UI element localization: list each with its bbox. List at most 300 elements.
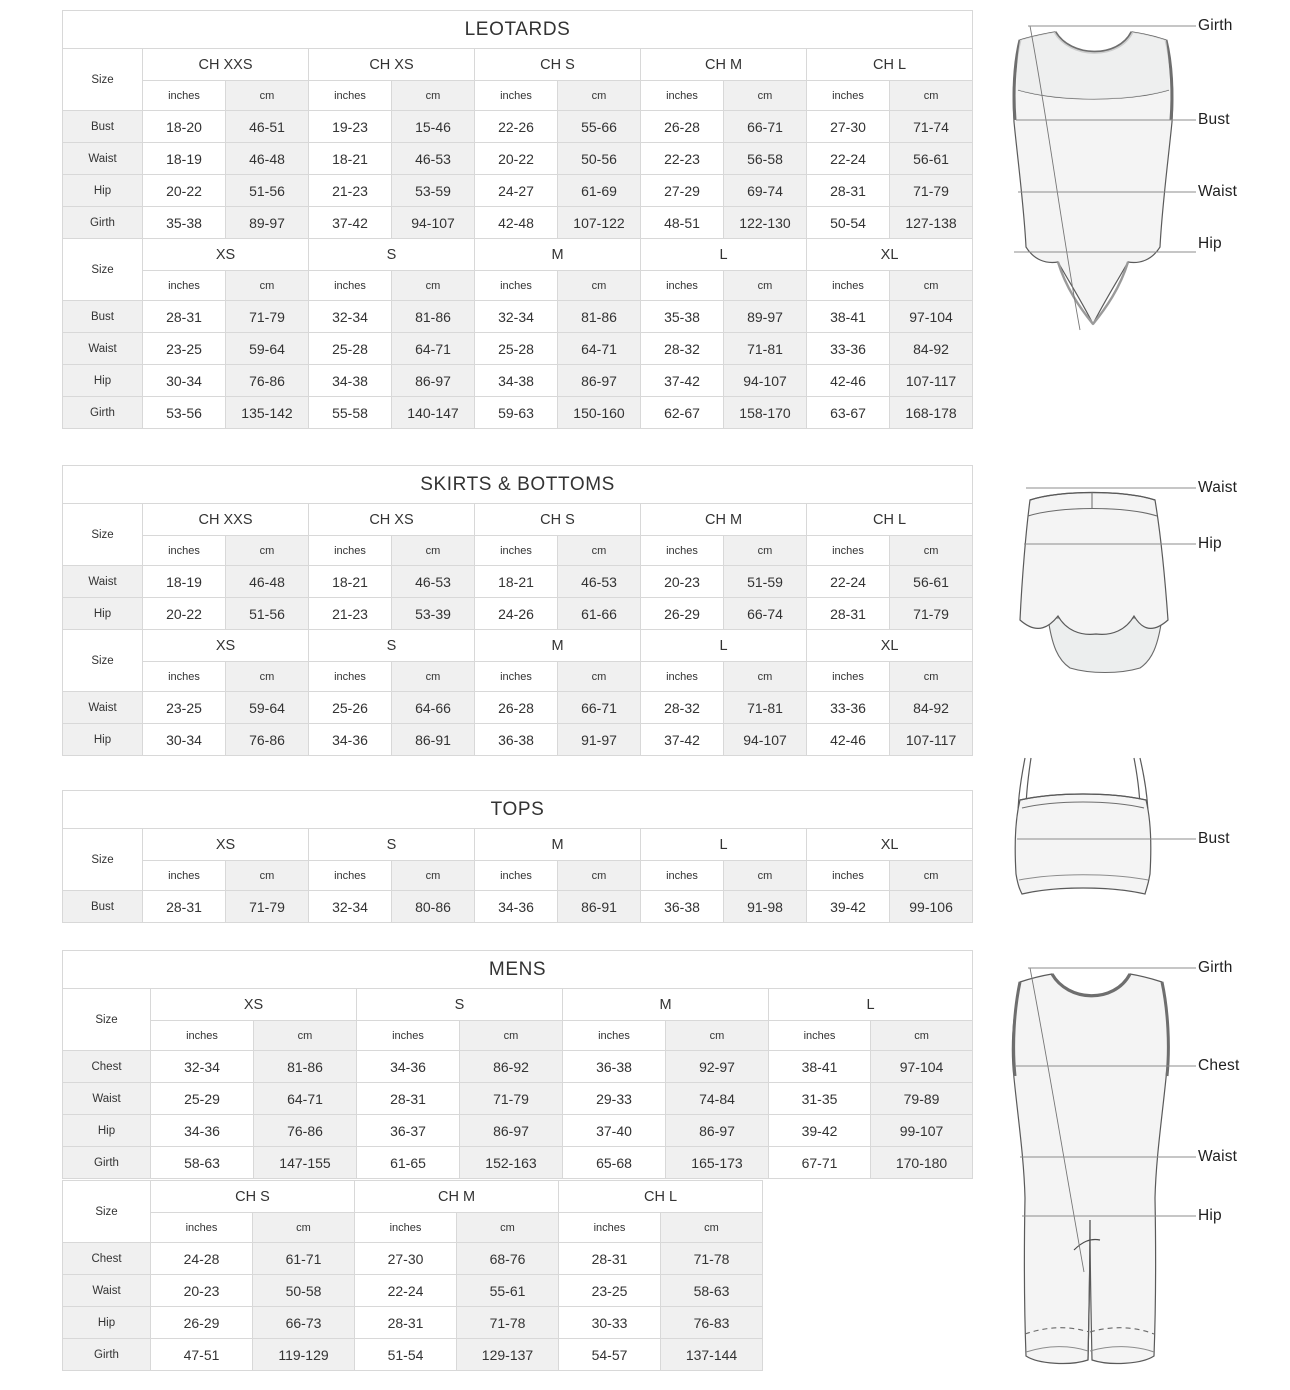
unit-inches: inches xyxy=(559,1213,661,1243)
unit-inches: inches xyxy=(563,1021,666,1051)
row-label: Girth xyxy=(63,1147,151,1179)
cell-value: 107-122 xyxy=(558,207,641,239)
unit-cm: cm xyxy=(558,861,641,891)
mens-children-table xyxy=(62,1180,763,1371)
unit-inches: inches xyxy=(143,271,226,301)
unit-inches: inches xyxy=(309,536,392,566)
cell-value: 34-36 xyxy=(357,1051,460,1083)
table-row xyxy=(63,1275,763,1307)
cell-value: 32-34 xyxy=(309,301,392,333)
skirts-bottoms-table xyxy=(62,465,973,756)
unit-header-row xyxy=(63,271,973,301)
cell-value: 22-26 xyxy=(475,111,558,143)
unit-cm: cm xyxy=(724,536,807,566)
cell-value: 39-42 xyxy=(807,891,890,923)
cell-value: 64-71 xyxy=(392,333,475,365)
cell-value: 46-48 xyxy=(226,566,309,598)
cell-value: 24-26 xyxy=(475,598,558,630)
cell-value: 27-30 xyxy=(807,111,890,143)
row-label: Hip xyxy=(63,365,143,397)
cell-value: 94-107 xyxy=(392,207,475,239)
size-header: Size xyxy=(63,829,143,891)
unit-cm: cm xyxy=(392,536,475,566)
unit-cm: cm xyxy=(392,81,475,111)
cell-value: 21-23 xyxy=(309,598,392,630)
cell-value: 67-71 xyxy=(769,1147,871,1179)
cell-value: 51-54 xyxy=(355,1339,457,1371)
cell-value: 26-29 xyxy=(641,598,724,630)
cell-value: 36-38 xyxy=(641,891,724,923)
cell-value: 26-28 xyxy=(641,111,724,143)
row-label: Waist xyxy=(63,1275,151,1307)
group-header-ch-m: CH M xyxy=(641,49,807,81)
group-header-l: L xyxy=(641,239,807,271)
cell-value: 53-56 xyxy=(143,397,226,429)
cell-value: 22-24 xyxy=(807,566,890,598)
cell-value: 165-173 xyxy=(666,1147,769,1179)
table-row xyxy=(63,143,973,175)
cell-value: 21-23 xyxy=(309,175,392,207)
group-header-l: L xyxy=(769,989,973,1021)
cell-value: 28-32 xyxy=(641,692,724,724)
unit-inches: inches xyxy=(807,662,890,692)
cell-value: 27-29 xyxy=(641,175,724,207)
table-row xyxy=(63,333,973,365)
unit-inches: inches xyxy=(143,81,226,111)
group-header-xs: XS xyxy=(143,630,309,662)
row-label: Hip xyxy=(63,175,143,207)
cell-value: 92-97 xyxy=(666,1051,769,1083)
cell-value: 86-97 xyxy=(558,365,641,397)
cell-value: 19-23 xyxy=(309,111,392,143)
table-row xyxy=(63,1307,763,1339)
skirt-drawing xyxy=(1000,468,1290,698)
cell-value: 99-107 xyxy=(871,1115,973,1147)
unit-cm: cm xyxy=(724,271,807,301)
cell-value: 135-142 xyxy=(226,397,309,429)
size-header: Size xyxy=(63,1181,151,1243)
cell-value: 18-19 xyxy=(143,143,226,175)
cell-value: 61-66 xyxy=(558,598,641,630)
cell-value: 63-67 xyxy=(807,397,890,429)
table-title-row xyxy=(63,791,973,829)
callout-chest: Chest xyxy=(1198,1057,1240,1074)
table-row xyxy=(63,111,973,143)
unit-inches: inches xyxy=(475,271,558,301)
unit-cm: cm xyxy=(392,861,475,891)
group-header-ch-m: CH M xyxy=(355,1181,559,1213)
group-header-s: S xyxy=(357,989,563,1021)
group-header-row xyxy=(63,1181,763,1213)
table-row xyxy=(63,692,973,724)
unit-inches: inches xyxy=(475,536,558,566)
group-header-ch-l: CH L xyxy=(807,504,973,536)
unit-cm: cm xyxy=(392,662,475,692)
unit-cm: cm xyxy=(558,536,641,566)
cell-value: 22-24 xyxy=(807,143,890,175)
callout-hip: Hip xyxy=(1198,535,1222,552)
cell-value: 58-63 xyxy=(151,1147,254,1179)
cell-value: 59-64 xyxy=(226,333,309,365)
cell-value: 69-74 xyxy=(724,175,807,207)
cell-value: 18-21 xyxy=(475,566,558,598)
mens-adult-table xyxy=(62,950,973,1179)
cell-value: 137-144 xyxy=(661,1339,763,1371)
group-header-ch-l: CH L xyxy=(807,49,973,81)
unit-header-row xyxy=(63,1021,973,1051)
cell-value: 28-32 xyxy=(641,333,724,365)
group-header-ch-s: CH S xyxy=(475,504,641,536)
callout-hip: Hip xyxy=(1198,235,1222,252)
cell-value: 64-66 xyxy=(392,692,475,724)
cell-value: 86-97 xyxy=(392,365,475,397)
cell-value: 39-42 xyxy=(769,1115,871,1147)
cell-value: 22-23 xyxy=(641,143,724,175)
group-header-ch-s: CH S xyxy=(475,49,641,81)
cell-value: 99-106 xyxy=(890,891,973,923)
cell-value: 74-84 xyxy=(666,1083,769,1115)
group-header-l: L xyxy=(641,630,807,662)
leotard-drawing xyxy=(1000,12,1290,332)
illustration-top xyxy=(1000,744,1290,934)
unit-inches: inches xyxy=(151,1213,253,1243)
table-title-row xyxy=(63,11,973,49)
unit-cm: cm xyxy=(890,536,973,566)
unit-cm: cm xyxy=(661,1213,763,1243)
group-header-s: S xyxy=(309,829,475,861)
unit-cm: cm xyxy=(890,271,973,301)
cell-value: 24-27 xyxy=(475,175,558,207)
group-header-m: M xyxy=(475,239,641,271)
group-header-xs: XS xyxy=(143,829,309,861)
row-label: Chest xyxy=(63,1243,151,1275)
cell-value: 38-41 xyxy=(769,1051,871,1083)
cell-value: 61-65 xyxy=(357,1147,460,1179)
cell-value: 122-130 xyxy=(724,207,807,239)
cell-value: 42-48 xyxy=(475,207,558,239)
cell-value: 29-33 xyxy=(563,1083,666,1115)
cell-value: 71-81 xyxy=(724,333,807,365)
group-header-ch-m: CH M xyxy=(641,504,807,536)
cell-value: 91-98 xyxy=(724,891,807,923)
unit-inches: inches xyxy=(475,81,558,111)
cell-value: 25-29 xyxy=(151,1083,254,1115)
row-label: Waist xyxy=(63,1083,151,1115)
size-header: Size xyxy=(63,49,143,111)
cell-value: 140-147 xyxy=(392,397,475,429)
unit-inches: inches xyxy=(641,861,724,891)
cell-value: 30-34 xyxy=(143,365,226,397)
group-header-xl: XL xyxy=(807,829,973,861)
group-header-l: L xyxy=(641,829,807,861)
cell-value: 71-78 xyxy=(457,1307,559,1339)
chart-mens xyxy=(62,950,972,1179)
group-header-xs: XS xyxy=(151,989,357,1021)
group-header-m: M xyxy=(563,989,769,1021)
cell-value: 37-42 xyxy=(641,724,724,756)
row-label: Bust xyxy=(63,891,143,923)
unit-cm: cm xyxy=(724,861,807,891)
table-row xyxy=(63,1339,763,1371)
cell-value: 53-39 xyxy=(392,598,475,630)
cell-value: 28-31 xyxy=(143,301,226,333)
callout-waist: Waist xyxy=(1198,183,1238,200)
group-header-row xyxy=(63,504,973,536)
group-header-ch-xxs: CH XXS xyxy=(143,49,309,81)
chart-title: TOPS xyxy=(63,791,973,829)
cell-value: 62-67 xyxy=(641,397,724,429)
chart-mens-children xyxy=(62,1180,762,1371)
cell-value: 84-92 xyxy=(890,333,973,365)
cell-value: 42-46 xyxy=(807,724,890,756)
cell-value: 51-59 xyxy=(724,566,807,598)
unit-inches: inches xyxy=(143,662,226,692)
cell-value: 46-48 xyxy=(226,143,309,175)
unit-cm: cm xyxy=(871,1021,973,1051)
unit-inches: inches xyxy=(357,1021,460,1051)
cell-value: 51-56 xyxy=(226,175,309,207)
row-label: Hip xyxy=(63,1115,151,1147)
group-header-xl: XL xyxy=(807,630,973,662)
cell-value: 56-61 xyxy=(890,566,973,598)
unit-cm: cm xyxy=(226,536,309,566)
unit-inches: inches xyxy=(641,662,724,692)
cell-value: 30-33 xyxy=(559,1307,661,1339)
cell-value: 50-56 xyxy=(558,143,641,175)
group-header-xs: XS xyxy=(143,239,309,271)
cell-value: 84-92 xyxy=(890,692,973,724)
unit-inches: inches xyxy=(475,662,558,692)
cell-value: 86-91 xyxy=(392,724,475,756)
unit-inches: inches xyxy=(807,861,890,891)
cell-value: 86-97 xyxy=(460,1115,563,1147)
unit-cm: cm xyxy=(724,81,807,111)
cell-value: 76-83 xyxy=(661,1307,763,1339)
cell-value: 23-25 xyxy=(143,333,226,365)
cell-value: 64-71 xyxy=(558,333,641,365)
cell-value: 71-79 xyxy=(460,1083,563,1115)
unit-header-row xyxy=(63,536,973,566)
cell-value: 37-42 xyxy=(641,365,724,397)
chart-tops xyxy=(62,790,972,923)
cell-value: 81-86 xyxy=(392,301,475,333)
unit-cm: cm xyxy=(890,662,973,692)
cell-value: 91-97 xyxy=(558,724,641,756)
cell-value: 15-46 xyxy=(392,111,475,143)
cell-value: 71-78 xyxy=(661,1243,763,1275)
unit-inches: inches xyxy=(475,861,558,891)
unit-cm: cm xyxy=(253,1213,355,1243)
unit-inches: inches xyxy=(151,1021,254,1051)
cell-value: 168-178 xyxy=(890,397,973,429)
chart-title: MENS xyxy=(63,951,973,989)
unit-inches: inches xyxy=(641,271,724,301)
table-row xyxy=(63,207,973,239)
cell-value: 150-160 xyxy=(558,397,641,429)
size-header: Size xyxy=(63,239,143,301)
table-title-row xyxy=(63,951,973,989)
cell-value: 20-22 xyxy=(475,143,558,175)
unit-inches: inches xyxy=(641,81,724,111)
table-title-row xyxy=(63,466,973,504)
table-row xyxy=(63,598,973,630)
callout-hip: Hip xyxy=(1198,1207,1222,1224)
tops-table xyxy=(62,790,973,923)
illustration-skirt xyxy=(1000,468,1290,698)
cell-value: 35-38 xyxy=(143,207,226,239)
cell-value: 86-97 xyxy=(666,1115,769,1147)
group-header-m: M xyxy=(475,829,641,861)
cell-value: 36-38 xyxy=(563,1051,666,1083)
cell-value: 27-30 xyxy=(355,1243,457,1275)
cell-value: 26-28 xyxy=(475,692,558,724)
cell-value: 129-137 xyxy=(457,1339,559,1371)
crop-top-drawing xyxy=(1000,744,1290,934)
cell-value: 58-63 xyxy=(661,1275,763,1307)
cell-value: 71-79 xyxy=(890,175,973,207)
cell-value: 86-92 xyxy=(460,1051,563,1083)
cell-value: 34-36 xyxy=(475,891,558,923)
unit-cm: cm xyxy=(558,81,641,111)
cell-value: 127-138 xyxy=(890,207,973,239)
cell-value: 61-69 xyxy=(558,175,641,207)
size-header: Size xyxy=(63,989,151,1051)
unit-inches: inches xyxy=(309,861,392,891)
cell-value: 71-79 xyxy=(226,301,309,333)
cell-value: 55-61 xyxy=(457,1275,559,1307)
unit-inches: inches xyxy=(355,1213,457,1243)
unit-header-row xyxy=(63,861,973,891)
cell-value: 86-91 xyxy=(558,891,641,923)
unit-cm: cm xyxy=(558,271,641,301)
cell-value: 71-74 xyxy=(890,111,973,143)
cell-value: 76-86 xyxy=(226,724,309,756)
cell-value: 97-104 xyxy=(890,301,973,333)
cell-value: 71-81 xyxy=(724,692,807,724)
unit-header-row xyxy=(63,662,973,692)
table-row xyxy=(63,1147,973,1179)
cell-value: 94-107 xyxy=(724,365,807,397)
callout-girth: Girth xyxy=(1198,17,1233,34)
cell-value: 36-38 xyxy=(475,724,558,756)
cell-value: 18-21 xyxy=(309,143,392,175)
cell-value: 23-25 xyxy=(559,1275,661,1307)
cell-value: 32-34 xyxy=(151,1051,254,1083)
cell-value: 76-86 xyxy=(226,365,309,397)
cell-value: 71-79 xyxy=(226,891,309,923)
cell-value: 25-28 xyxy=(475,333,558,365)
unit-cm: cm xyxy=(460,1021,563,1051)
cell-value: 50-54 xyxy=(807,207,890,239)
unitard-drawing xyxy=(1000,952,1290,1388)
row-label: Girth xyxy=(63,207,143,239)
row-label: Girth xyxy=(63,1339,151,1371)
unit-inches: inches xyxy=(807,536,890,566)
size-header: Size xyxy=(63,504,143,566)
row-label: Chest xyxy=(63,1051,151,1083)
cell-value: 25-26 xyxy=(309,692,392,724)
row-label: Waist xyxy=(63,143,143,175)
table-row xyxy=(63,397,973,429)
cell-value: 34-38 xyxy=(309,365,392,397)
unit-cm: cm xyxy=(890,81,973,111)
cell-value: 89-97 xyxy=(226,207,309,239)
row-label: Bust xyxy=(63,111,143,143)
table-row xyxy=(63,175,973,207)
cell-value: 35-38 xyxy=(641,301,724,333)
cell-value: 47-51 xyxy=(151,1339,253,1371)
cell-value: 152-163 xyxy=(460,1147,563,1179)
cell-value: 18-20 xyxy=(143,111,226,143)
cell-value: 64-71 xyxy=(254,1083,357,1115)
cell-value: 59-63 xyxy=(475,397,558,429)
cell-value: 65-68 xyxy=(563,1147,666,1179)
table-row xyxy=(63,1051,973,1083)
table-row xyxy=(63,301,973,333)
unit-cm: cm xyxy=(724,662,807,692)
row-label: Hip xyxy=(63,598,143,630)
group-header-s: S xyxy=(309,239,475,271)
cell-value: 59-64 xyxy=(226,692,309,724)
cell-value: 28-31 xyxy=(807,598,890,630)
cell-value: 28-31 xyxy=(559,1243,661,1275)
cell-value: 32-34 xyxy=(475,301,558,333)
unit-inches: inches xyxy=(807,271,890,301)
cell-value: 50-58 xyxy=(253,1275,355,1307)
cell-value: 79-89 xyxy=(871,1083,973,1115)
cell-value: 23-25 xyxy=(143,692,226,724)
unit-inches: inches xyxy=(769,1021,871,1051)
chart-leotards xyxy=(62,10,972,429)
cell-value: 46-51 xyxy=(226,111,309,143)
cell-value: 24-28 xyxy=(151,1243,253,1275)
cell-value: 22-24 xyxy=(355,1275,457,1307)
group-header-row xyxy=(63,239,973,271)
cell-value: 20-22 xyxy=(143,175,226,207)
cell-value: 28-31 xyxy=(143,891,226,923)
cell-value: 28-31 xyxy=(807,175,890,207)
cell-value: 30-34 xyxy=(143,724,226,756)
cell-value: 68-76 xyxy=(457,1243,559,1275)
group-header-row xyxy=(63,989,973,1021)
callout-waist: Waist xyxy=(1198,479,1238,496)
unit-header-row xyxy=(63,1213,763,1243)
unit-inches: inches xyxy=(807,81,890,111)
cell-value: 55-66 xyxy=(558,111,641,143)
table-row xyxy=(63,1243,763,1275)
cell-value: 76-86 xyxy=(254,1115,357,1147)
unit-inches: inches xyxy=(641,536,724,566)
unit-cm: cm xyxy=(226,861,309,891)
row-label: Waist xyxy=(63,692,143,724)
leotards-table xyxy=(62,10,973,429)
cell-value: 38-41 xyxy=(807,301,890,333)
cell-value: 20-23 xyxy=(641,566,724,598)
size-header: Size xyxy=(63,630,143,692)
callout-bust: Bust xyxy=(1198,830,1230,847)
unit-header-row xyxy=(63,81,973,111)
cell-value: 66-73 xyxy=(253,1307,355,1339)
chart-skirts-bottoms xyxy=(62,465,972,756)
cell-value: 80-86 xyxy=(392,891,475,923)
table-row xyxy=(63,891,973,923)
unit-inches: inches xyxy=(309,81,392,111)
unit-inches: inches xyxy=(143,861,226,891)
cell-value: 66-74 xyxy=(724,598,807,630)
group-header-xl: XL xyxy=(807,239,973,271)
cell-value: 31-35 xyxy=(769,1083,871,1115)
unit-cm: cm xyxy=(226,271,309,301)
